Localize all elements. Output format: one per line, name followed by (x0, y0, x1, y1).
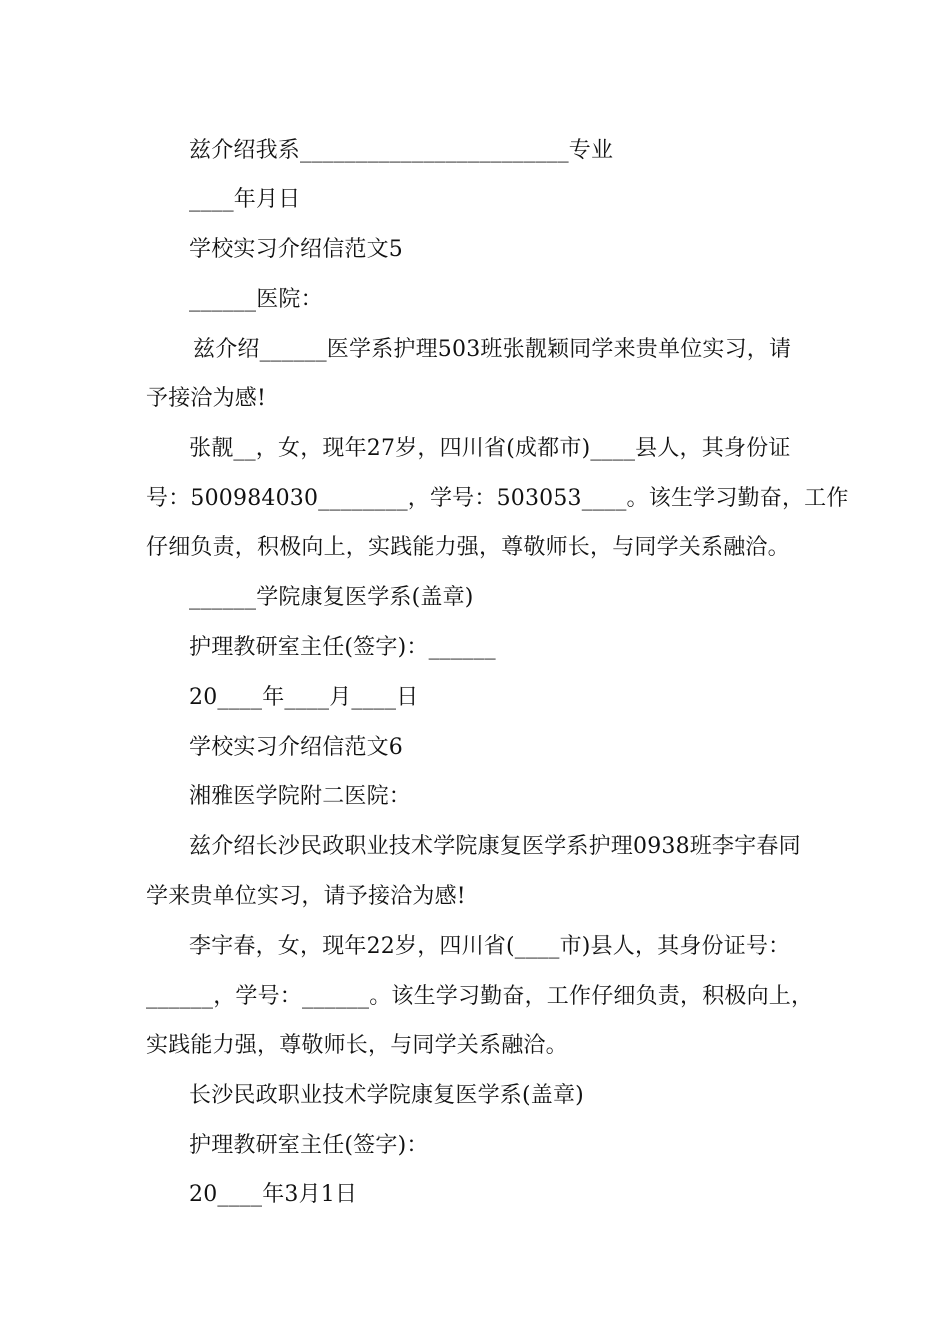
signature-director: 护理教研室主任(签字)：______ (189, 635, 496, 660)
paragraph-line: 兹介绍______医学系护理503班张靓颖同学来贵单位实习，请 (193, 337, 792, 362)
signature-department: 长沙民政职业技术学院康复医学系(盖章) (189, 1083, 584, 1108)
signature-date: 20____年3月1日 (189, 1182, 358, 1207)
paragraph-line: 学来贵单位实习，请予接洽为感! (146, 884, 466, 909)
recipient-hospital: 湘雅医学院附二医院： (189, 784, 412, 809)
signature-department: ______学院康复医学系(盖章) (189, 585, 474, 610)
paragraph-line: 实践能力强，尊敬师长，与同学关系融洽。 (146, 1033, 568, 1058)
text-line-intro-major: 兹介绍我系________________________专业 (189, 138, 614, 163)
paragraph-line: 兹介绍长沙民政职业技术学院康复医学系护理0938班李宇春同 (189, 834, 801, 859)
signature-date: 20____年____月____日 (189, 685, 419, 710)
paragraph-line: 予接洽为感! (146, 386, 267, 411)
section-heading-5: 学校实习介绍信范文5 (189, 237, 403, 262)
section-heading-6: 学校实习介绍信范文6 (189, 735, 403, 760)
paragraph-line: 李宇春，女，现年22岁，四川省(____市)县人，其身份证号： (189, 934, 791, 959)
paragraph-line: 号：500984030________，学号：503053____。该生学习勤奋，工作 (146, 486, 849, 511)
signature-director: 护理教研室主任(签字)： (189, 1133, 429, 1158)
paragraph-line: ______，学号：______。该生学习勤奋，工作仔细负责，积极向上， (146, 984, 814, 1009)
paragraph-line: 张靓__，女，现年27岁，四川省(成都市)____县人，其身份证 (189, 436, 791, 461)
recipient-hospital: ______医院： (189, 287, 323, 312)
paragraph-line: 仔细负责，积极向上，实践能力强，尊敬师长，与同学关系融洽。 (146, 535, 790, 560)
text-line-date-blank: ____年月日 (189, 187, 301, 212)
